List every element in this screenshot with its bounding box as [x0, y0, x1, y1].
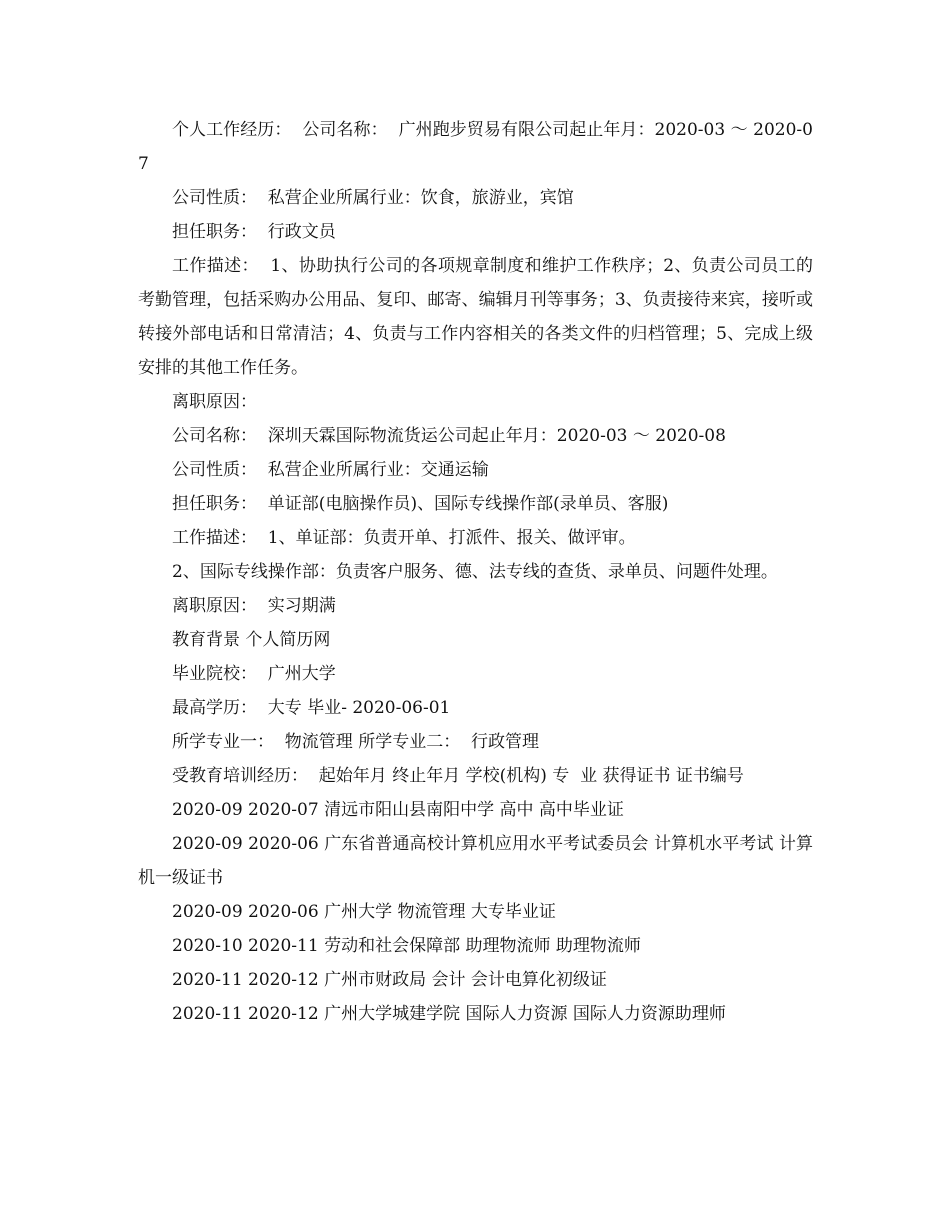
paragraph-company-nature-1: 公司性质： 私营企业所属行业：饮食，旅游业，宾馆 [172, 188, 574, 208]
paragraph-company-nature-2: 公司性质： 私营企业所属行业：交通运输 [172, 460, 489, 480]
paragraph-job-description-2-cont: 2、国际专线操作部：负责客户服务、德、法专线的查货、录单员、问题件处理。 [172, 562, 778, 582]
paragraph-training-row-4: 2020-10 2020-11 劳动和社会保障部 助理物流师 助理物流师 [172, 936, 641, 956]
paragraph-training-row-5: 2020-11 2020-12 广州市财政局 会计 会计电算化初级证 [172, 970, 607, 990]
paragraph-job-description-2: 工作描述： 1、单证部：负责开单、打派件、报关、做评审。 [172, 528, 636, 548]
paragraph-education-heading: 教育背景 个人简历网 [172, 630, 331, 650]
paragraph-leave-reason-2: 离职原因： 实习期满 [172, 596, 336, 616]
paragraph-work-history-company-1: 个人工作经历： 公司名称： 广州跑步贸易有限公司起止年月：2020-03 ～ 2020-07 [138, 120, 813, 174]
paragraph-majors: 所学专业一： 物流管理 所学专业二： 行政管理 [172, 732, 540, 752]
paragraph-training-row-1: 2020-09 2020-07 清远市阳山县南阳中学 高中 高中毕业证 [172, 800, 624, 820]
paragraph-company-2: 公司名称： 深圳天霖国际物流货运公司起止年月：2020-03 ～ 2020-08 [172, 426, 726, 446]
document-body [138, 113, 813, 1031]
paragraph-leave-reason-1: 离职原因： [172, 392, 257, 412]
paragraph-highest-degree: 最高学历： 大专 毕业- 2020-06-01 [172, 698, 451, 718]
paragraph-training-row-2: 2020-09 2020-06 广东省普通高校计算机应用水平考试委员会 计算机水平考试 计算机一级证书 [138, 834, 813, 888]
paragraph-position-2: 担任职务： 单证部(电脑操作员)、国际专线操作部(录单员、客服) [172, 494, 669, 514]
paragraph-school: 毕业院校： 广州大学 [172, 664, 336, 684]
paragraph-position-1: 担任职务： 行政文员 [172, 222, 336, 242]
paragraph-training-row-3: 2020-09 2020-06 广州大学 物流管理 大专毕业证 [172, 902, 556, 922]
paragraph-training-header: 受教育培训经历： 起始年月 终止年月 学校(机构) 专 业 获得证书 证书编号 [172, 766, 744, 786]
paragraph-job-description-1: 工作描述： 1、协助执行公司的各项规章制度和维护工作秩序；2、负责公司员工的考勤管理，包括采购办公用品、复印、邮寄、编辑月刊等事务；3、负责接待来宾，接听或转接外部电话和日常清洁；4、负责与工作内容相关的各类文件的归档管理；5、完成上级安排的其他工作任务。 [138, 256, 813, 378]
paragraph-training-row-6: 2020-11 2020-12 广州大学城建学院 国际人力资源 国际人力资源助理师 [172, 1004, 726, 1024]
